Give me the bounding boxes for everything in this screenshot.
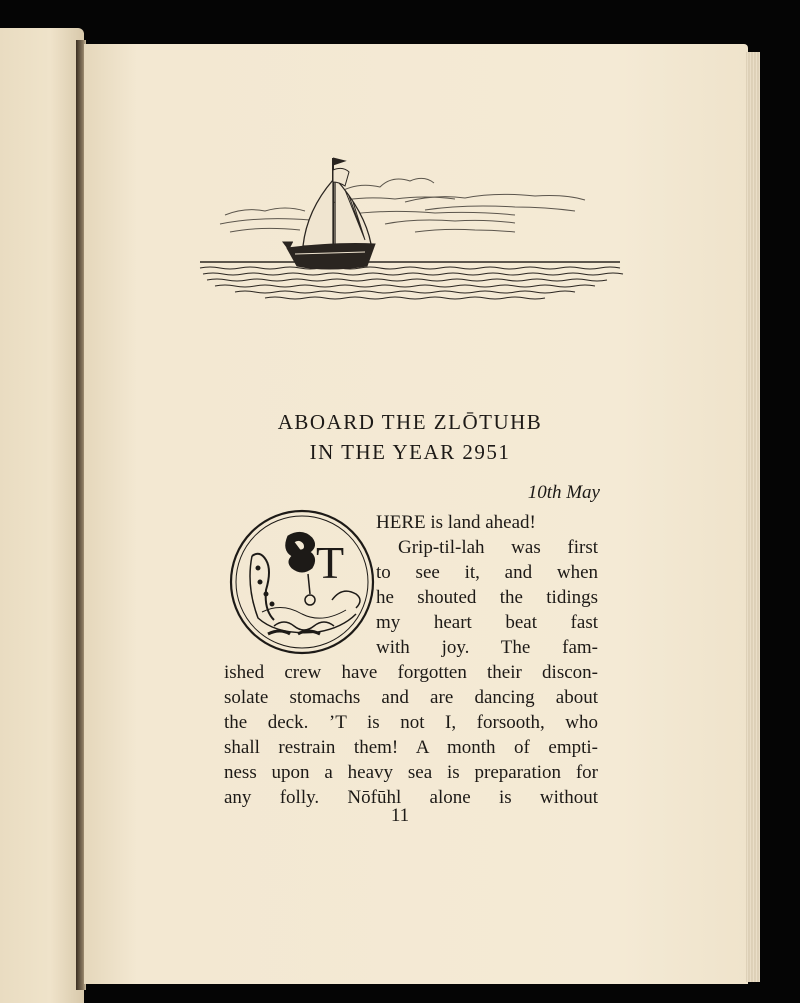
drop-cap-letter: T <box>316 537 345 588</box>
sailing-ship-illustration <box>195 150 625 315</box>
text-line-1: HERE is land ahead! <box>376 512 536 533</box>
text-line-8: solate stomachs and are dancing about <box>224 687 598 708</box>
text-line-6: with joy. The fam- <box>376 637 598 658</box>
text-line-3: to see it, and when <box>376 562 598 583</box>
text-line-7: ished crew have forgotten their discon- <box>224 662 598 683</box>
text-line-10: shall restrain them! A month of empti- <box>224 737 598 758</box>
text-line-11: ness upon a heavy sea is preparation for <box>224 762 598 783</box>
sea-lines <box>200 262 623 299</box>
text-line-5: my heart beat fast <box>376 612 598 633</box>
cloud-hatching <box>220 178 585 232</box>
chapter-heading-line-2: IN THE YEAR 2951 <box>309 440 511 464</box>
text-line-4: he shouted the tidings <box>376 587 598 608</box>
text-line-9: the deck. ’T is not I, forsooth, who <box>224 712 598 733</box>
chapter-heading-line-1: ABOARD THE ZLŌTUHB <box>277 410 543 434</box>
text-line-2: Grip-til-lah was first <box>398 537 598 558</box>
entry-date: 10th May <box>527 482 600 503</box>
text-line-12: any folly. Nōfūhl alone is without <box>224 787 598 808</box>
page-number: 11 <box>390 805 410 826</box>
decorative-initial-T <box>228 508 378 656</box>
